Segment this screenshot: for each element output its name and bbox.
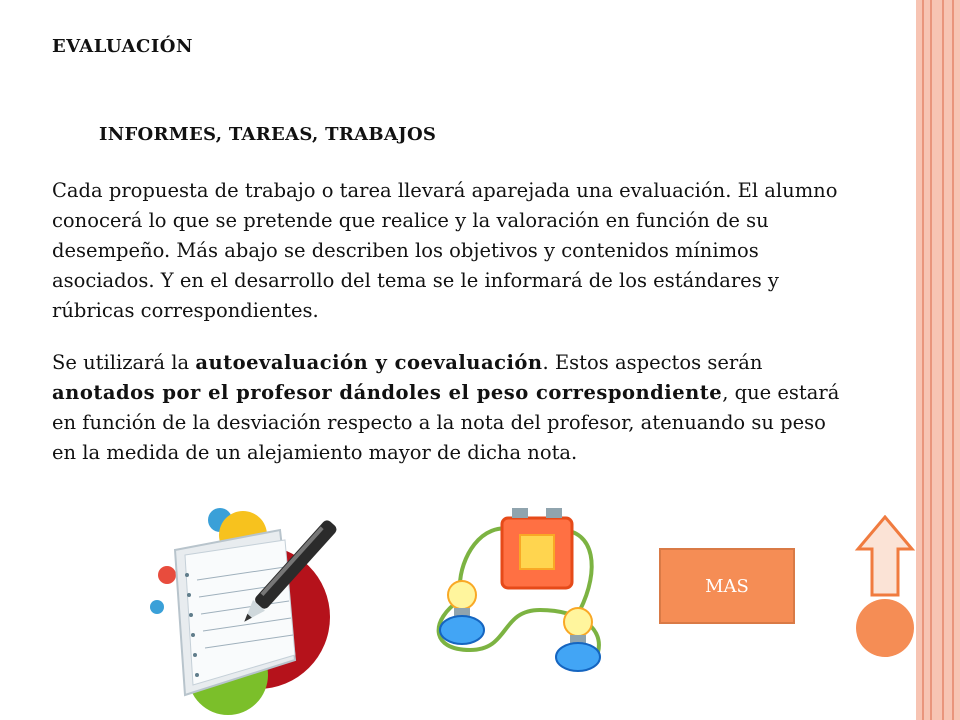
paragraph-2-text: , que estará en función de la desviación respecto a la nota del profesor, atenuando su peso en la medida de un alejamiento mayor de dicha nota.: [52, 381, 840, 464]
paragraph-2-bold: autoevaluación y coevaluación: [195, 351, 543, 374]
notebook-pen-icon: [145, 505, 345, 715]
circuit-bulbs-battery-icon: [420, 500, 625, 685]
paragraph-2: [52, 348, 842, 468]
paragraph-2-text: . Estos aspectos serán: [542, 351, 763, 374]
up-arrow-icon[interactable]: [854, 515, 916, 660]
paragraph-2-bold: anotados por el profesor dándoles el peso correspondiente: [52, 381, 723, 404]
decorative-side-stripes: [916, 0, 960, 720]
paragraph-2-text: Se utilizará la: [52, 351, 196, 374]
mas-button[interactable]: MAS: [659, 548, 795, 624]
paragraph-1: Cada propuesta de trabajo o tarea llevará aparejada una evaluación. El alumno conocerá lo que se pretende que realice y la valoración en función de su desempeño. Más abajo se describen los objetivos y contenidos mínimos asociados. Y en el desarrollo del tema se le informará de los estándares y rúbricas correspondientes.: [52, 179, 838, 322]
section-subtitle: INFORMES, TAREAS, TRABAJOS: [99, 124, 437, 145]
page-title: EVALUACIÓN: [52, 36, 193, 57]
